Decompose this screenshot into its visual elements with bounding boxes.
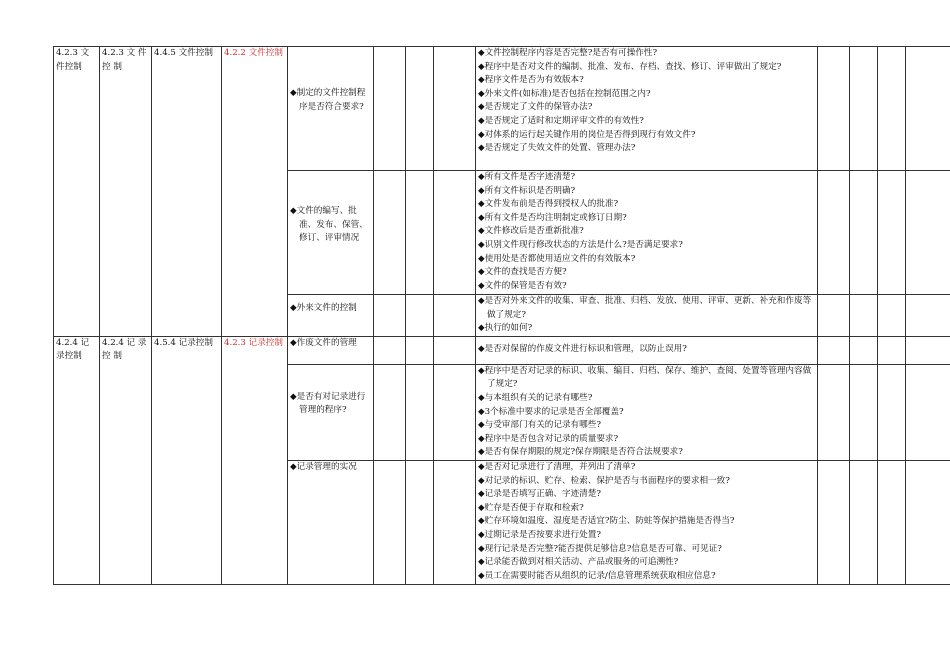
blank-cell — [850, 295, 878, 337]
topic-text: ◆制定的文件控制程序是否符合要求? — [290, 88, 366, 112]
clause-cell-highlight — [222, 47, 288, 337]
question-item: ◆外来文件(如标准)是否包括在控制范围之内? — [478, 88, 651, 99]
question-item: ◆是否对保留的作废文件进行标识和管理，以防止误用? — [478, 344, 687, 355]
blank-cell — [406, 47, 434, 171]
blank-cell — [406, 171, 434, 295]
blank-cell — [374, 295, 406, 337]
table-row — [54, 47, 950, 171]
clause-cell — [152, 336, 222, 584]
question-item: ◆贮存环境如温度、湿度是否适宜?防尘、防蛀等保护措施是否得当? — [478, 516, 735, 527]
question-item: ◆文件修改后是否重新批准? — [478, 226, 584, 237]
question-item: ◆文件控制程序内容是否完整?是否有可操作性? — [478, 48, 658, 58]
blank-cell — [434, 47, 476, 171]
question-item: ◆是否规定了文件的保管办法? — [478, 102, 593, 113]
blank-cell — [818, 47, 850, 171]
topic-cell — [288, 336, 374, 364]
blank-cell — [818, 460, 850, 584]
blank-cell — [878, 336, 906, 364]
blank-cell — [434, 364, 476, 460]
question-item: ◆现行记录是否完整?能否提供足够信息?信息是否可靠、可见证? — [478, 543, 722, 554]
clause-text: 4.5.4 记录控制 — [154, 337, 213, 348]
blank-cell — [818, 171, 850, 295]
blank-cell — [406, 336, 434, 364]
blank-cell — [878, 171, 906, 295]
questions-cell — [476, 336, 818, 364]
clause-cell — [100, 336, 152, 584]
blank-cell — [878, 364, 906, 460]
blank-cell — [374, 364, 406, 460]
question-item: ◆文件的查找是否方便? — [478, 267, 567, 278]
blank-cell — [434, 295, 476, 337]
blank-cell — [434, 336, 476, 364]
question-item: ◆程序中是否包含对记录的质量要求? — [478, 433, 619, 444]
question-item: ◆文件发布前是否得到授权人的批准? — [478, 199, 619, 210]
topic-cell — [288, 364, 374, 460]
question-item: ◆对体系的运行起关键作用的岗位是否得到现行有效文件? — [478, 129, 696, 140]
blank-cell — [818, 295, 850, 337]
blank-cell — [818, 336, 850, 364]
question-item: ◆记录能否做到对相关活动、产品或服务的可追溯性? — [478, 557, 679, 568]
question-item: ◆识别文件现行修改状态的方法是什么?是否满足要求? — [478, 239, 683, 250]
blank-cell — [374, 171, 406, 295]
question-item: ◆所有文件是否字迹清楚? — [478, 172, 576, 182]
audit-checklist-table — [53, 46, 950, 585]
question-item: ◆是否对外来文件的收集、审查、批准、归档、发放、使用、评审、更新、补充和作废等做了规定? — [478, 296, 812, 320]
questions-cell — [476, 47, 818, 171]
blank-cell — [374, 460, 406, 584]
topic-text: ◆作废文件的管理 — [290, 337, 357, 348]
question-item: ◆与本组织有关的记录有哪些? — [478, 392, 593, 403]
question-item: ◆所有文件标识是否明确? — [478, 185, 576, 196]
clause-cell-highlight — [222, 336, 288, 584]
clause-text: 4.4.5 文件控制 — [154, 48, 213, 58]
topic-cell — [288, 47, 374, 171]
blank-cell — [906, 47, 950, 171]
question-item: ◆员工在需要时能否从组织的记录/信息管理系统获取相应信息? — [478, 570, 716, 581]
clause-text: 4.2.3 记录控制 — [224, 337, 283, 348]
question-item: ◆文件的保管是否有效? — [478, 280, 567, 291]
clause-text: 4.2.3 文件控制 — [56, 48, 90, 72]
blank-cell — [850, 336, 878, 364]
clause-text: 4.2.2 文件控制 — [224, 48, 283, 58]
topic-text: ◆文件的编写、批准、发布、保管、修订、评审情况 — [290, 206, 368, 244]
topic-cell — [288, 460, 374, 584]
question-item: ◆与受审部门有关的记录有哪些? — [478, 420, 601, 431]
question-item: ◆执行的如何? — [478, 323, 533, 334]
clause-text: 4.2.4 记 录 控 制 — [102, 337, 147, 362]
question-item: ◆是否对记录进行了清理，并列出了清单? — [478, 461, 636, 472]
topic-cell — [288, 171, 374, 295]
topic-cell — [288, 295, 374, 337]
blank-cell — [406, 364, 434, 460]
clause-text: 4.2.3 文 件 控 制 — [102, 48, 147, 72]
question-item: ◆程序文件是否为有效版本? — [478, 75, 584, 86]
blank-cell — [406, 460, 434, 584]
blank-cell — [906, 336, 950, 364]
questions-cell — [476, 460, 818, 584]
question-item: ◆程序中是否对记录的标识、收集、编目、归档、保存、维护、查阅、处置等管理内容做了规定? — [478, 365, 812, 390]
clause-text: 4.2.4 记录控制 — [56, 337, 90, 362]
blank-cell — [374, 336, 406, 364]
blank-cell — [906, 295, 950, 337]
clause-cell — [54, 336, 100, 584]
clause-cell — [54, 47, 100, 337]
blank-cell — [434, 460, 476, 584]
questions-cell — [476, 295, 818, 337]
clause-cell — [100, 47, 152, 337]
blank-cell — [850, 47, 878, 171]
table-row — [54, 336, 950, 364]
blank-cell — [850, 171, 878, 295]
question-item: ◆程序中是否对文件的编制、批准、发布、存档、查找、修订、评审做出了规定? — [478, 61, 782, 72]
question-item: ◆记录是否填写正确、字迹清楚? — [478, 489, 601, 500]
question-item: ◆对记录的标识、贮存、检索、保护是否与书面程序的要求相一致? — [478, 475, 730, 486]
question-item: ◆贮存是否便于存取和检索? — [478, 502, 584, 513]
blank-cell — [878, 295, 906, 337]
question-item: ◆过期记录是否按要求进行处置? — [478, 529, 601, 540]
blank-cell — [850, 460, 878, 584]
blank-cell — [878, 47, 906, 171]
blank-cell — [906, 364, 950, 460]
clause-cell — [152, 47, 222, 337]
question-item: ◆是否有保存期限的规定?保存期限是否符合法规要求? — [478, 447, 683, 458]
question-item: ◆使用处是否都使用适应文件的有效版本? — [478, 253, 636, 264]
question-item: ◆是否规定了适时和定期评审文件的有效性? — [478, 115, 644, 126]
topic-text: ◆记录管理的实况 — [290, 461, 357, 472]
question-item: ◆3个标准中要求的记录是否全部覆盖? — [478, 406, 624, 417]
topic-text: ◆外来文件的控制 — [290, 303, 357, 313]
blank-cell — [818, 364, 850, 460]
blank-cell — [906, 171, 950, 295]
blank-cell — [878, 460, 906, 584]
topic-text: ◆是否有对记录进行管理的程序? — [290, 391, 366, 416]
blank-cell — [850, 364, 878, 460]
question-item: ◆所有文件是否均注明制定或修订日期? — [478, 212, 627, 223]
question-item: ◆是否规定了失效文件的处置、管理办法? — [478, 143, 636, 154]
blank-cell — [406, 295, 434, 337]
blank-cell — [434, 171, 476, 295]
questions-cell — [476, 171, 818, 295]
questions-cell — [476, 364, 818, 460]
blank-cell — [906, 460, 950, 584]
blank-cell — [374, 47, 406, 171]
